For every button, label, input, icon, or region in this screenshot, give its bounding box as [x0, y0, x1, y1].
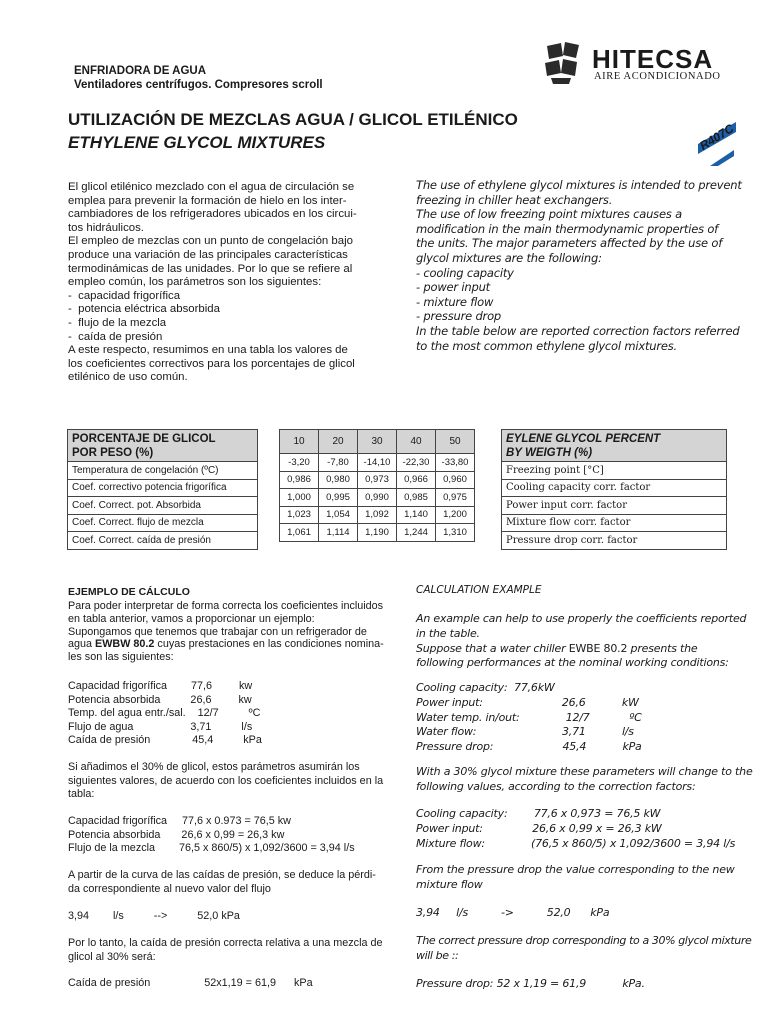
example-curve-text-es: A partir de la curva de las caídas de presión, se deduce la pérdi- da correspondiente al nuevo valor del flujo	[68, 869, 376, 895]
table-header-es-line2: POR PESO (%)	[72, 446, 154, 459]
badge-label: R407C	[697, 121, 737, 153]
table-cell: 0,985	[397, 489, 436, 507]
example-params-es: Capacidad frigorífica 77,6 kw Potencia absorbida 26,6 kw Temp. del agua entr./sal. 12/7 ºC Flujo de agua 3,71 l/s Caída de presión 45,4 kPa	[68, 680, 262, 747]
table-row-label: Coef. Correct. flujo de mezcla	[68, 514, 258, 532]
table-row-label: Cooling capacity corr. factor	[502, 479, 727, 497]
example-calc-es: Capacidad frigorífica 77,6 x 0.973 = 76,5 kw Potencia absorbida 26,6 x 0,99 = 26,3 kw Flujo de la mezcla 76,5 x 860/5) x 1,092/3600 = 3,94 l/s	[68, 815, 355, 855]
table-row-label: Coef. correctivo potencia frigorífica	[68, 479, 258, 497]
table-cell: 1,140	[397, 506, 436, 524]
table-cell: 1,310	[436, 524, 475, 542]
example-intro-es-text: Para poder interpretar de forma correcta los coeficientes incluidos en tabla anterior, vamos a proporcionar un ejemplo: Supongamos que tenemos que trabajar con un refrigerador de agua	[68, 600, 384, 651]
example-params-en: Cooling capacity: 77,6kW Power input: 26,6 kW Water temp. in/out: 12/7 ºC Water flow: 3,71 l/s Pressure drop: 45,4 kPa	[416, 681, 642, 754]
table-row-label: Coef. Correct. pot. Absorbida	[68, 497, 258, 515]
example-result-en: Pressure drop: 52 x 1,19 = 61,9 kPa.	[416, 977, 645, 990]
page-title-es: UTILIZACIÓN DE MEZCLAS AGUA / GLICOL ETILÉNICO	[68, 110, 518, 129]
example-model-es: EWBW 80.2	[95, 638, 155, 651]
example-result-es: Caída de presión 52x1,19 = 61,9 kPa	[68, 977, 313, 989]
table-row-label: Temperatura de congelación (ºC)	[68, 462, 258, 480]
table-cell: 1,190	[358, 524, 397, 542]
percent-header: 20	[319, 430, 358, 454]
table-cell: 0,990	[358, 489, 397, 507]
example-intro-en	[416, 612, 746, 671]
table-cell: 1,061	[280, 524, 319, 542]
intro-text-es: El glicol etilénico mezclado con el agua de circulación se emplea para prevenir la formación de hielo en los inter- cambiadores de los refrigeradores ubicados en los circui- tos hidráulicos. El empleo de mezclas con un punto de congelación bajo produce una variación de las principales características termodinámicas de las unidades. Por lo que se refiere al empleo común, los parámetros son los siguientes: - capacidad frigorífica - potencia eléctrica absorbida - flujo de la mezcla - caída de presión A este respecto, resumimos en una tabla los valores de los coeficientes correctivos para los porcentajes de glicol etilénico de uso común.	[68, 181, 357, 384]
table-cell: 1,244	[397, 524, 436, 542]
table-row-label: Pressure drop corr. factor	[502, 532, 727, 550]
table-header-es	[68, 430, 258, 462]
table-cell: -14,10	[358, 454, 397, 472]
hitecsa-logo-icon	[541, 42, 583, 84]
example-result-text-es: Por lo tanto, la caída de presión correcta relativa a una mezcla de glicol al 30% será:	[68, 937, 383, 963]
example-heading-en: CALCULATION EXAMPLE	[416, 584, 542, 596]
table-cell: 0,975	[436, 489, 475, 507]
brand-tagline: AIRE ACONDICIONADO	[594, 71, 721, 82]
table-cell: 1,114	[319, 524, 358, 542]
table-row-label: Freezing point [°C]	[502, 462, 727, 480]
table-cell: 1,054	[319, 506, 358, 524]
table-cell: 0,973	[358, 471, 397, 489]
table-cell: 1,092	[358, 506, 397, 524]
table-row-label: Mixture flow corr. factor	[502, 514, 727, 532]
table-header-en-line1: EYLENE GLYCOL PERCENT	[506, 432, 661, 445]
percent-header: 40	[397, 430, 436, 454]
brand-name: HITECSA	[592, 44, 714, 74]
example-heading-es: EJEMPLO DE CÁLCULO	[68, 586, 190, 598]
table-values	[279, 429, 475, 542]
example-lookup-es: 3,94 l/s --> 52,0 kPa	[68, 910, 240, 922]
table-cell: 1,023	[280, 506, 319, 524]
example-glycol-text-en: With a 30% glycol mixture these parameters will change to the following values, according to the correction factors:	[416, 765, 753, 793]
r407c-refrigerant-badge	[690, 114, 740, 166]
table-row-label: Power input corr. factor	[502, 497, 727, 515]
example-intro-en-text: An example can help to use properly the coefficients reported in the table. Suppose that a water chiller	[416, 612, 747, 655]
page-title-en: ETHYLENE GLYCOL MIXTURES	[68, 133, 326, 152]
example-lookup-en: 3,94 l/s -> 52,0 kPa	[416, 906, 610, 919]
example-calc-en: Cooling capacity: 77,6 x 0,973 = 76,5 kW Power input: 26,6 x 0,99 x = 26,3 kW Mixture flow: (76,5 x 860/5) x 1,092/3600 = 3,94 l/s	[416, 807, 736, 850]
example-result-text-en: The correct pressure drop corresponding to a 30% glycol mixture will be ::	[416, 934, 752, 962]
header-product-line: ENFRIADORA DE AGUA	[74, 65, 207, 77]
example-curve-text-en: From the pressure drop the value corresponding to the new mixture flow	[416, 863, 735, 891]
example-intro-en-tail: presents the following performances at the nominal working conditions:	[416, 641, 729, 670]
intro-text-en: The use of ethylene glycol mixtures is intended to prevent freezing in chiller heat exchangers. The use of low freezing point mixtures causes a modification in the main thermodynamic properties of the units. The major parameters affected by the use of glycol mixtures are the following: - cooling capacity - power input - mixture flow - pressure drop In the table below are reported correction factors referred to the most common ethylene glycol mixtures.	[416, 178, 742, 353]
header-product-subline: Ventiladores centrífugos. Compresores scroll	[74, 79, 323, 91]
example-model-en: EWBE 80.2	[568, 641, 628, 655]
percent-header: 10	[280, 430, 319, 454]
table-header-en	[502, 430, 727, 462]
table-cell: -3,20	[280, 454, 319, 472]
table-labels-en	[501, 429, 727, 550]
table-labels-es	[67, 429, 258, 550]
table-row-label: Coef. Correct. caída de presión	[68, 532, 258, 550]
example-intro-es	[68, 600, 384, 664]
table-cell: 0,995	[319, 489, 358, 507]
percent-header: 30	[358, 430, 397, 454]
percent-header: 50	[436, 430, 475, 454]
table-cell: 0,980	[319, 471, 358, 489]
table-header-en-line2: BY WEIGTH (%)	[506, 446, 593, 459]
table-cell: -7,80	[319, 454, 358, 472]
table-cell: 0,960	[436, 471, 475, 489]
example-intro-es-tail: cuyas prestaciones en las condiciones nomina- les son las siguientes:	[68, 638, 384, 664]
table-cell: 1,000	[280, 489, 319, 507]
table-cell: 0,986	[280, 471, 319, 489]
table-cell: 1,200	[436, 506, 475, 524]
example-glycol-text-es: Si añadimos el 30% de glicol, estos parámetros asumirán los siguientes valores, de acuerdo con los coeficientes incluidos en la tabla:	[68, 761, 384, 801]
table-cell: -22,30	[397, 454, 436, 472]
table-header-es-line1: PORCENTAJE DE GLICOL	[72, 432, 216, 445]
table-cell: 0,966	[397, 471, 436, 489]
table-cell: -33,80	[436, 454, 475, 472]
